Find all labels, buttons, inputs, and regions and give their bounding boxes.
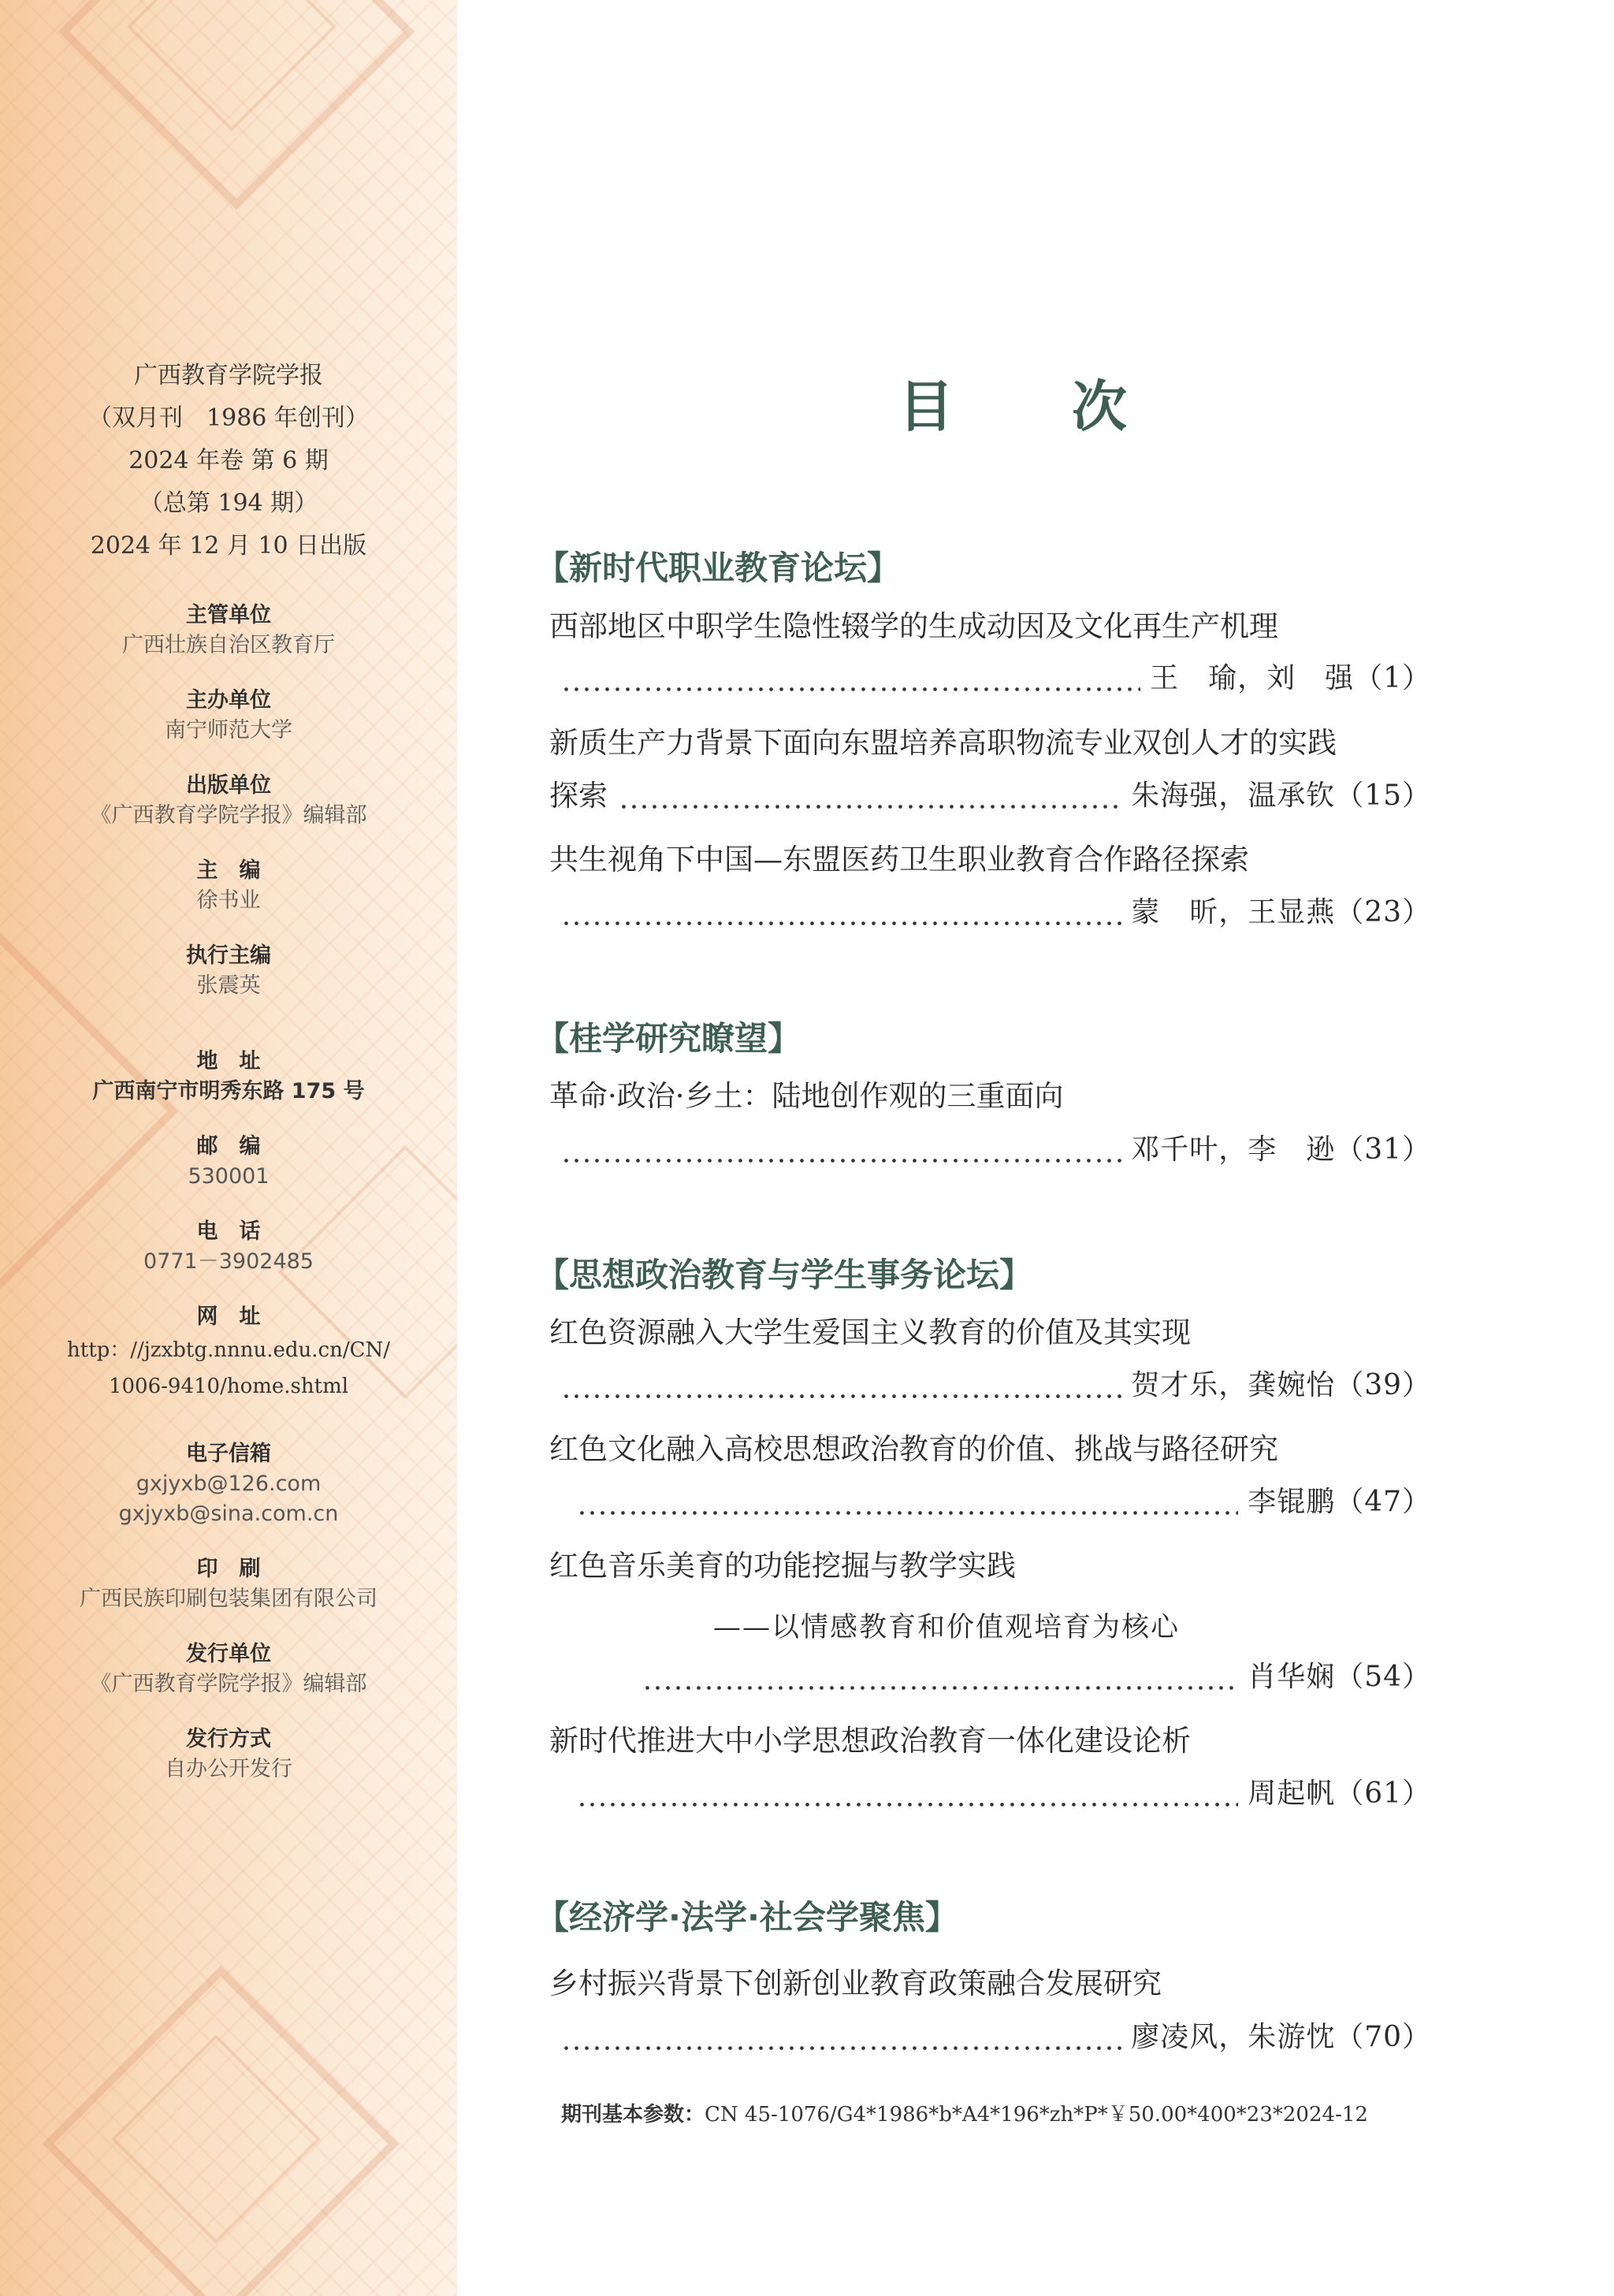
article-title[interactable]: 新时代推进大中小学思想政治教育一体化建设论析 <box>549 1724 1191 1758</box>
info-value: 广西民族印刷包装集团有限公司 <box>80 1587 377 1611</box>
article-title-continued[interactable]: 探索 <box>549 779 608 813</box>
article-authors: 王 瑜，刘 强（1） <box>1150 662 1431 694</box>
info-label: 发行单位 <box>186 1642 271 1666</box>
article-title[interactable]: 西部地区中职学生隐性辍学的生成动因及文化再生产机理 <box>549 609 1278 643</box>
article-authors: 贺才乐，龚婉怡（39） <box>1131 1369 1431 1401</box>
info-label: 执行主编 <box>186 943 271 968</box>
article-leader <box>561 2018 1431 2057</box>
section-title: 【思想政治教育与学生事务论坛】 <box>536 1256 1033 1294</box>
email-link[interactable]: gxjyxb@126.com <box>136 1472 322 1496</box>
info-website <box>0 1302 457 1405</box>
info-value: 530001 <box>188 1164 270 1189</box>
info-label: 邮 编 <box>196 1134 261 1159</box>
article-authors: 肖华娴（54） <box>1248 1661 1431 1693</box>
leader-dots <box>642 1658 1238 1697</box>
website-url[interactable]: http：//jzxbtg.nnnu.edu.cn/CN/ <box>67 1338 390 1362</box>
frequency: （双月刊 1986 年创刊） <box>88 404 369 432</box>
website-url[interactable]: 1006-9410/home.shtml <box>108 1375 349 1398</box>
info-postcode <box>0 1132 457 1192</box>
article-leader <box>642 1658 1431 1697</box>
info-value: 《广西教育学院学报》编辑部 <box>90 803 367 828</box>
info-label: 发行方式 <box>186 1727 271 1751</box>
toc-title: 目次 <box>898 374 1245 439</box>
info-value: 0771－3902485 <box>143 1249 314 1274</box>
info-publisher <box>0 771 457 831</box>
article-authors: 廖凌风，朱游忱（70） <box>1131 2021 1431 2053</box>
info-value: 广西南宁市明秀东路 175 号 <box>92 1079 365 1103</box>
info-value: 《广西教育学院学报》编辑部 <box>90 1672 367 1696</box>
article-title[interactable]: 红色资源融入大学生爱国主义教育的价值及其实现 <box>549 1315 1191 1349</box>
article-title[interactable]: 红色文化融入高校思想政治教育的价值、挑战与路径研究 <box>549 1432 1278 1466</box>
article-title[interactable]: 乡村振兴背景下创新创业教育政策融合发展研究 <box>549 1967 1162 2000</box>
leader-dots <box>561 1366 1121 1405</box>
info-label: 印 刷 <box>196 1557 261 1581</box>
info-editor <box>0 856 457 916</box>
article-leader <box>561 659 1431 698</box>
info-distribution-method <box>0 1725 457 1784</box>
article-title[interactable]: 共生视角下中国—东盟医药卫生职业教育合作路径探索 <box>549 843 1249 876</box>
article-leader <box>561 893 1431 932</box>
leader-dots <box>577 1483 1238 1522</box>
info-supervisor <box>0 601 457 661</box>
article-title[interactable]: 新质生产力背景下面向东盟培养高职物流专业双创人才的实践 <box>549 726 1337 760</box>
info-value: 广西壮族自治区教育厅 <box>122 633 335 657</box>
article-leader <box>561 1366 1431 1405</box>
info-executive-editor <box>0 941 457 1001</box>
article-subtitle: ——以情感教育和价值观培育为核心 <box>713 1612 1181 1643</box>
info-label: 主办单位 <box>186 688 271 713</box>
section-title: 【经济学·法学·社会学聚焦】 <box>536 1898 958 1937</box>
info-printer <box>0 1554 457 1614</box>
info-label: 主管单位 <box>186 603 271 627</box>
article-leader <box>577 1774 1431 1814</box>
article-leader <box>549 776 1431 816</box>
info-distributor <box>0 1639 457 1699</box>
journal-parameters <box>561 2098 1368 2127</box>
decorative-sidebar <box>0 0 457 2296</box>
total-issue: （总第 194 期） <box>139 489 318 517</box>
params-value: CN 45-1076/G4*1986*b*A4*196*zh*P*￥50.00*400*23*2024-12 <box>705 2103 1368 2127</box>
info-label: 主 编 <box>196 858 261 883</box>
info-value: 张震英 <box>196 973 261 998</box>
params-label: 期刊基本参数： <box>561 2103 705 2127</box>
section-title: 【新时代职业教育论坛】 <box>536 549 901 587</box>
info-value: 自办公开发行 <box>165 1757 292 1781</box>
info-label: 电子信箱 <box>186 1442 271 1466</box>
article-title[interactable]: 红色音乐美育的功能挖掘与教学实践 <box>549 1549 1016 1583</box>
info-phone <box>0 1217 457 1277</box>
info-value: 南宁师范大学 <box>165 718 292 742</box>
info-email <box>0 1439 457 1529</box>
email-link[interactable]: gxjyxb@sina.com.cn <box>118 1502 339 1526</box>
article-authors: 朱海强，温承钦（15） <box>1131 780 1431 812</box>
info-label: 电 话 <box>196 1219 261 1244</box>
info-label: 网 址 <box>196 1304 261 1329</box>
article-leader <box>561 1130 1431 1170</box>
journal-name: 广西教育学院学报 <box>134 362 323 389</box>
leader-dots <box>561 2018 1121 2057</box>
leader-dots <box>561 1130 1121 1170</box>
article-leader <box>577 1483 1431 1522</box>
article-authors: 周起帆（61） <box>1248 1777 1431 1810</box>
article-authors: 李锟鹏（47） <box>1248 1486 1431 1518</box>
article-authors: 蒙 昕，王显燕（23） <box>1131 896 1431 928</box>
leader-dots <box>561 659 1140 698</box>
section-title: 【桂学研究瞭望】 <box>536 1019 801 1058</box>
info-address <box>0 1047 457 1107</box>
article-authors: 邓千叶，李 逊（31） <box>1131 1133 1431 1166</box>
article-title[interactable]: 革命·政治·乡土：陆地创作观的三重面向 <box>549 1079 1064 1113</box>
publication-info <box>0 355 457 567</box>
volume: 2024 年卷 第 6 期 <box>128 447 329 474</box>
info-sponsor <box>0 686 457 746</box>
pub-date: 2024 年 12 月 10 日出版 <box>90 532 367 560</box>
leader-dots <box>577 1774 1238 1814</box>
info-label: 出版单位 <box>186 773 271 798</box>
info-value: 徐书业 <box>196 888 261 913</box>
leader-dots <box>561 893 1121 932</box>
masthead-info <box>0 601 457 1810</box>
info-label: 地 址 <box>196 1049 261 1074</box>
leader-dots <box>619 776 1121 816</box>
